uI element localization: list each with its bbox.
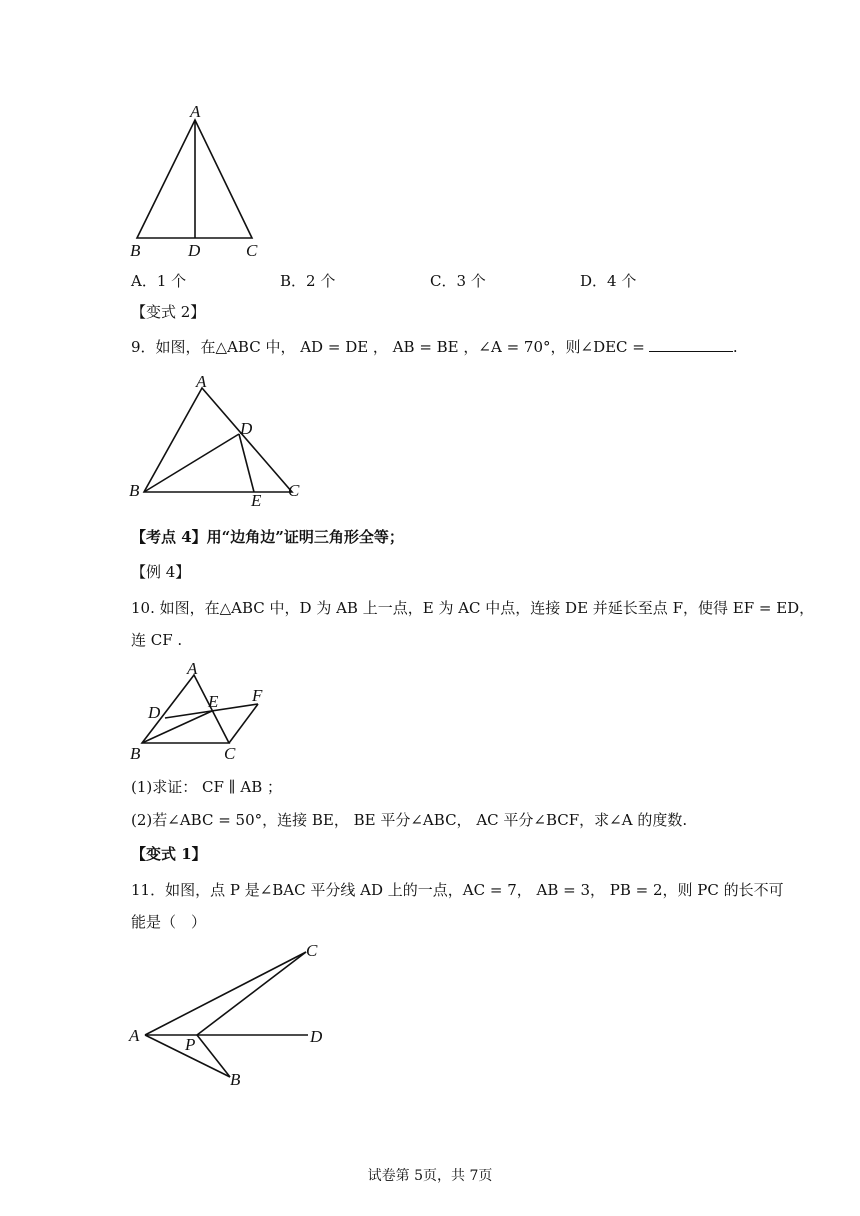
segment-cf: [229, 704, 258, 743]
label-f: F: [252, 686, 263, 705]
segment-pb: [197, 1035, 230, 1077]
option-b[interactable]: B．2 个: [280, 272, 336, 290]
example-4-heading: 【例 4】: [131, 563, 191, 581]
label-a: A: [187, 659, 198, 678]
answer-blank[interactable]: [649, 337, 733, 352]
option-c[interactable]: C．3 个: [430, 272, 486, 290]
label-d: D: [310, 1027, 323, 1046]
label-c: C: [288, 481, 300, 500]
label-a: A: [190, 102, 201, 121]
label-b: B: [130, 744, 141, 763]
question-10-line-2: 连 CF .: [131, 631, 183, 649]
figure-triangle-abc-def: [120, 655, 290, 770]
label-b: B: [130, 241, 141, 260]
label-e: E: [208, 692, 219, 711]
triangle-abc: [144, 388, 292, 492]
label-c: C: [224, 744, 236, 763]
label-c: C: [306, 941, 318, 960]
label-d: D: [148, 703, 161, 722]
question-11-line-2: 能是（ ）: [131, 913, 207, 931]
question-10-line-1: 10. 如图，在△ABC 中，D 为 AB 上一点，E 为 AC 中点，连接 DE 并延长至点 F，使得 EF = ED，: [131, 599, 815, 617]
question-10-part-1: (1)求证： CF ∥ AB ；: [131, 778, 282, 796]
page-footer: 试卷第 5页，共 7页: [367, 1168, 493, 1184]
question-10-part-2: (2)若∠ABC = 50°，连接 BE， BE 平分∠ABC， AC 平分∠BCF，求∠A 的度数.: [131, 811, 688, 829]
label-c: C: [246, 241, 258, 260]
option-d[interactable]: D．4 个: [580, 272, 637, 290]
label-e: E: [251, 491, 262, 510]
label-b: B: [230, 1070, 241, 1089]
label-a: A: [196, 372, 207, 391]
figure-triangle-abc-altitude: [120, 100, 280, 265]
variant-1-heading: 【变式 1】: [131, 845, 207, 863]
label-b: B: [129, 481, 140, 500]
option-a[interactable]: A．1 个: [131, 272, 187, 290]
variant-2-heading: 【变式 2】: [131, 303, 206, 321]
segment-de: [239, 434, 254, 492]
question-9-stem: 9．如图，在△ABC 中， AD = DE ， AB = BE ，∠A = 70°，则∠DEC =: [131, 338, 645, 356]
segment-bd: [144, 434, 239, 492]
segment-ac: [145, 952, 306, 1035]
segment-pc: [197, 952, 306, 1035]
kaodian-4-heading: 【考点 4】用“边角边”证明三角形全等；: [131, 528, 404, 546]
label-d: D: [240, 419, 253, 438]
figure-angle-bisector: [120, 935, 340, 1095]
figure-triangle-abc-de: [120, 370, 320, 510]
question-9-end: .: [732, 338, 738, 356]
question-9-text: [131, 337, 738, 357]
label-p: P: [185, 1035, 196, 1054]
label-d: D: [188, 241, 201, 260]
label-a: A: [129, 1026, 140, 1045]
question-11-line-1: 11．如图，点 P 是∠BAC 平分线 AD 上的一点，AC = 7， AB = 3， PB = 2，则 PC 的长不可: [131, 881, 784, 899]
